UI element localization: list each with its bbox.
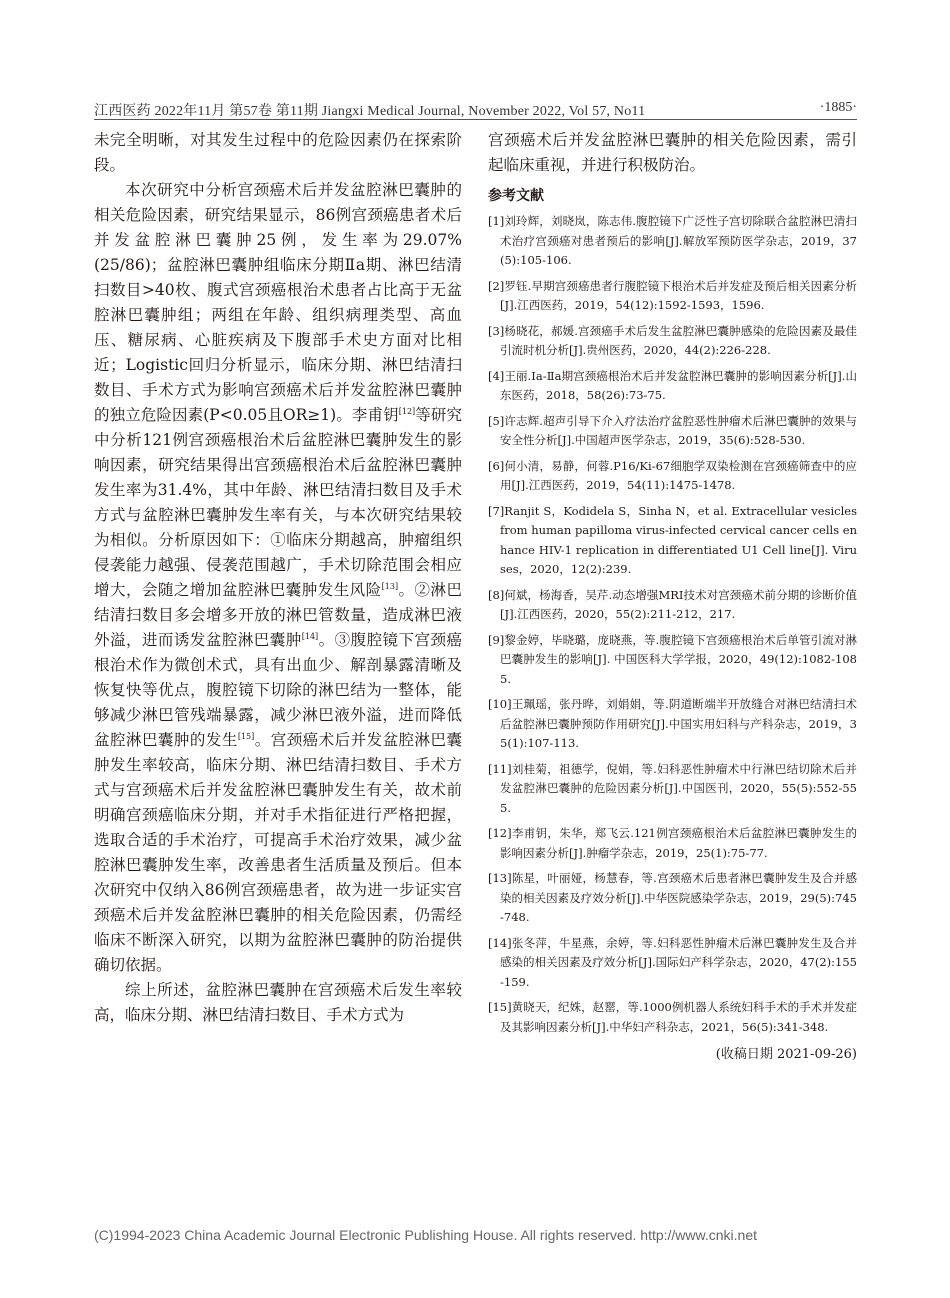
reference-item: [13]陈星，叶丽娅，杨慧春，等.宫颈癌术后患者淋巴囊肿发生及合并感染的相关因素及疗效分析[J].中华医院感染学杂志，2019，29(5):745-748. [488,871,857,924]
citation-mark: [15] [237,731,255,741]
body-paragraph [94,178,462,978]
references-heading: 参考文献 [488,188,544,204]
reference-item: [12]李甫钥，朱华，郑飞云.121例宫颈癌根治术后盆腔淋巴囊肿发生的影响因素分析[J].肿瘤学杂志，2019，25(1):75-77. [488,826,857,860]
body-paragraph [94,978,462,1028]
paragraph-text: 综上所述，盆腔淋巴囊肿在宫颈癌术后发生率较高，临床分期、淋巴结清扫数目、手术方式为 [94,981,462,1024]
reference-item: [3]杨晓花，郝媛.宫颈癌手术后发生盆腔淋巴囊肿感染的危险因素及最佳引流时机分析[J].贵州医药，2020，44(2):226-228. [488,323,857,357]
reference-item: [6]何小清，易静，何蓉.P16/Ki-67细胞学双染检测在宫颈癌筛查中的应用[J].江西医药，2019，54(11):1475-1478. [488,458,857,492]
right-column [488,128,857,1062]
paragraph-text: 。宫颈癌术后并发盆腔淋巴囊肿发生率较高，临床分期、淋巴结清扫数目、手术方式与宫颈癌术后并发盆腔淋巴囊肿发生有关，故术前明确宫颈癌临床分期，并对手术指征进行严格把握，选取合适的手术治疗，可提高手术治疗效果，减少盆腔淋巴囊肿发生率，改善患者生活质量及预后。但本次研究中仅纳入86例宫颈癌患者，故为进一步证实宫颈癌术后并发盆腔淋巴囊肿的相关危险因素，仍需经临床不断深入研究，以期为盆腔淋巴囊肿的防治提供确切依据。 [94,731,462,974]
reference-item: [8]何斌，杨海香，吴芹.动态增强MRI技术对宫颈癌术前分期的诊断价值[J].江西医药，2020，55(2):211-212，217. [488,587,857,621]
reference-item: [14]张冬萍，牛星燕，余婷，等.妇科恶性肿瘤术后淋巴囊肿发生及合并感染的相关因素及疗效分析[J].国际妇产科学杂志，2020，47(2):155-159. [488,935,857,989]
reference-item: [15]黄晓天，纪姝，赵罂，等.1000例机器人系统妇科手术的手术并发症及其影响因素分析[J].中华妇产科杂志，2021，56(5):341-348. [488,1000,857,1034]
conclusion-text: 宫颈癌术后并发盆腔淋巴囊肿的相关危险因素，需引起临床重视，并进行积极防治。 [488,131,857,174]
reference-item: [2]罗钰.早期宫颈癌患者行腹腔镜下根治术后并发症及预后相关因素分析[J].江西医药，2019，54(12):1592-1593，1596. [488,278,857,312]
reference-item: [7]Ranjit S，Kodidela S，Sinha N，et al. Extracellular vesicles from human papilloma virus-infected cervical cancer cells enhance HIV-1 replication in differentiated U1 Cell line[J]. Viruses，2020，12(2):239. [488,503,857,576]
copyright-footer: (C)1994-2023 China Academic Journal Electronic Publishing House. All rights reserved. http://www.cnki.net [94,1227,757,1243]
received-date: (收稿日期 2021-09-26) [715,1047,857,1062]
citation-mark: [13] [381,581,399,591]
paragraph-text: 等研究中分析121例宫颈癌根治术后盆腔淋巴囊肿发生的影响因素，研究结果得出宫颈癌根治术后盆腔淋巴囊肿发生率为31.4%，其中年龄、淋巴结清扫数目及手术方式与盆腔淋巴囊肿发生率有关，与本次研究结果较为相似。分析原因如下：①临床分期越高，肿瘤组织侵袭能力越强、侵袭范围越广，手术切除范围会相应增大，会随之增加盆腔淋巴囊肿发生风险 [94,406,462,599]
paragraph-text: 本次研究中分析宫颈癌术后并发盆腔淋巴囊肿的相关危险因素，研究结果显示，86例宫颈癌患者术后并发盆腔淋巴囊肿25例，发生率为29.07%(25/86)；盆腔淋巴囊肿组临床分期Ⅱa期、淋巴结清扫数目>40枚、腹式宫颈癌根治术患者占比高于无盆腔淋巴囊肿组；两组在年龄、组织病理类型、高血压、糖尿病、心脏疾病及下腹部手术史方面对比相近；Logistic回归分析显示，临床分期、淋巴结清扫数目、手术方式为影响宫颈癌术后并发盆腔淋巴囊肿的独立危险因素(P<0.05且OR≥1)。李甫钥 [94,181,462,424]
reference-item: [1]刘玲辉，刘晓岚，陈志伟.腹腔镜下广泛性子宫切除联合盆腔淋巴清扫术治疗宫颈癌对患者预后的影响[J].解放军预防医学杂志，2019，37(5):105-106. [488,214,857,267]
reference-item: [11]刘桂菊，祖德学，倪娟，等.妇科恶性肿瘤术中行淋巴结切除术后并发盆腔淋巴囊肿的危险因素分析[J].中国医刊，2020，55(5):552-555. [488,761,857,815]
reference-list [488,212,857,1037]
reference-item: [4]王丽.Ⅰa-Ⅱa期宫颈癌根治术后并发盆腔淋巴囊肿的影响因素分析[J].山东医药，2018，58(26):73-75. [488,368,857,402]
journal-info: 江西医药 2022年11月 第57卷 第11期 Jiangxi Medical Journal, November 2022, Vol 57, No11 [94,104,646,119]
left-column [94,128,462,1028]
reference-item: [5]许志辉.超声引导下介入疗法治疗盆腔恶性肿瘤术后淋巴囊肿的效果与安全性分析[J].中国超声医学杂志，2019，35(6):528-530. [488,413,857,447]
body-paragraph [94,128,462,178]
citation-mark: [12] [398,406,416,416]
reference-item: [10]王珮瑶，张丹晔，刘娟娟，等.阴道断端半开放缝合对淋巴结清扫术后盆腔淋巴囊肿预防作用研究[J].中国实用妇科与产科杂志，2019，35(1):107-113. [488,697,857,750]
paragraph-text: 。②淋巴结清扫数目多会增多开放的淋巴管数量，造成淋巴液外溢，进而诱发盆腔淋巴囊肿 [94,581,462,649]
header-rule [94,119,857,120]
paragraph-text: 。③腹腔镜下宫颈癌根治术作为微创术式，具有出血少、解剖暴露清晰及恢复快等优点，腹腔镜下切除的淋巴结为一整体，能够减少淋巴管残端暴露，减少淋巴液外溢，进而降低盆腔淋巴囊肿的发生 [94,631,462,749]
paragraph-text: 未完全明晰，对其发生过程中的危险因素仍在探索阶段。 [94,131,462,174]
page-number: ·1885· [819,100,857,115]
citation-mark: [14] [301,631,319,641]
reference-item: [9]黎金婷，毕晓璐，庞晓燕，等.腹腔镜下宫颈癌根治术后单管引流对淋巴囊肿发生的影响[J]. 中国医科大学学报，2020，49(12):1082-1085. [488,632,857,686]
running-header [94,98,857,120]
